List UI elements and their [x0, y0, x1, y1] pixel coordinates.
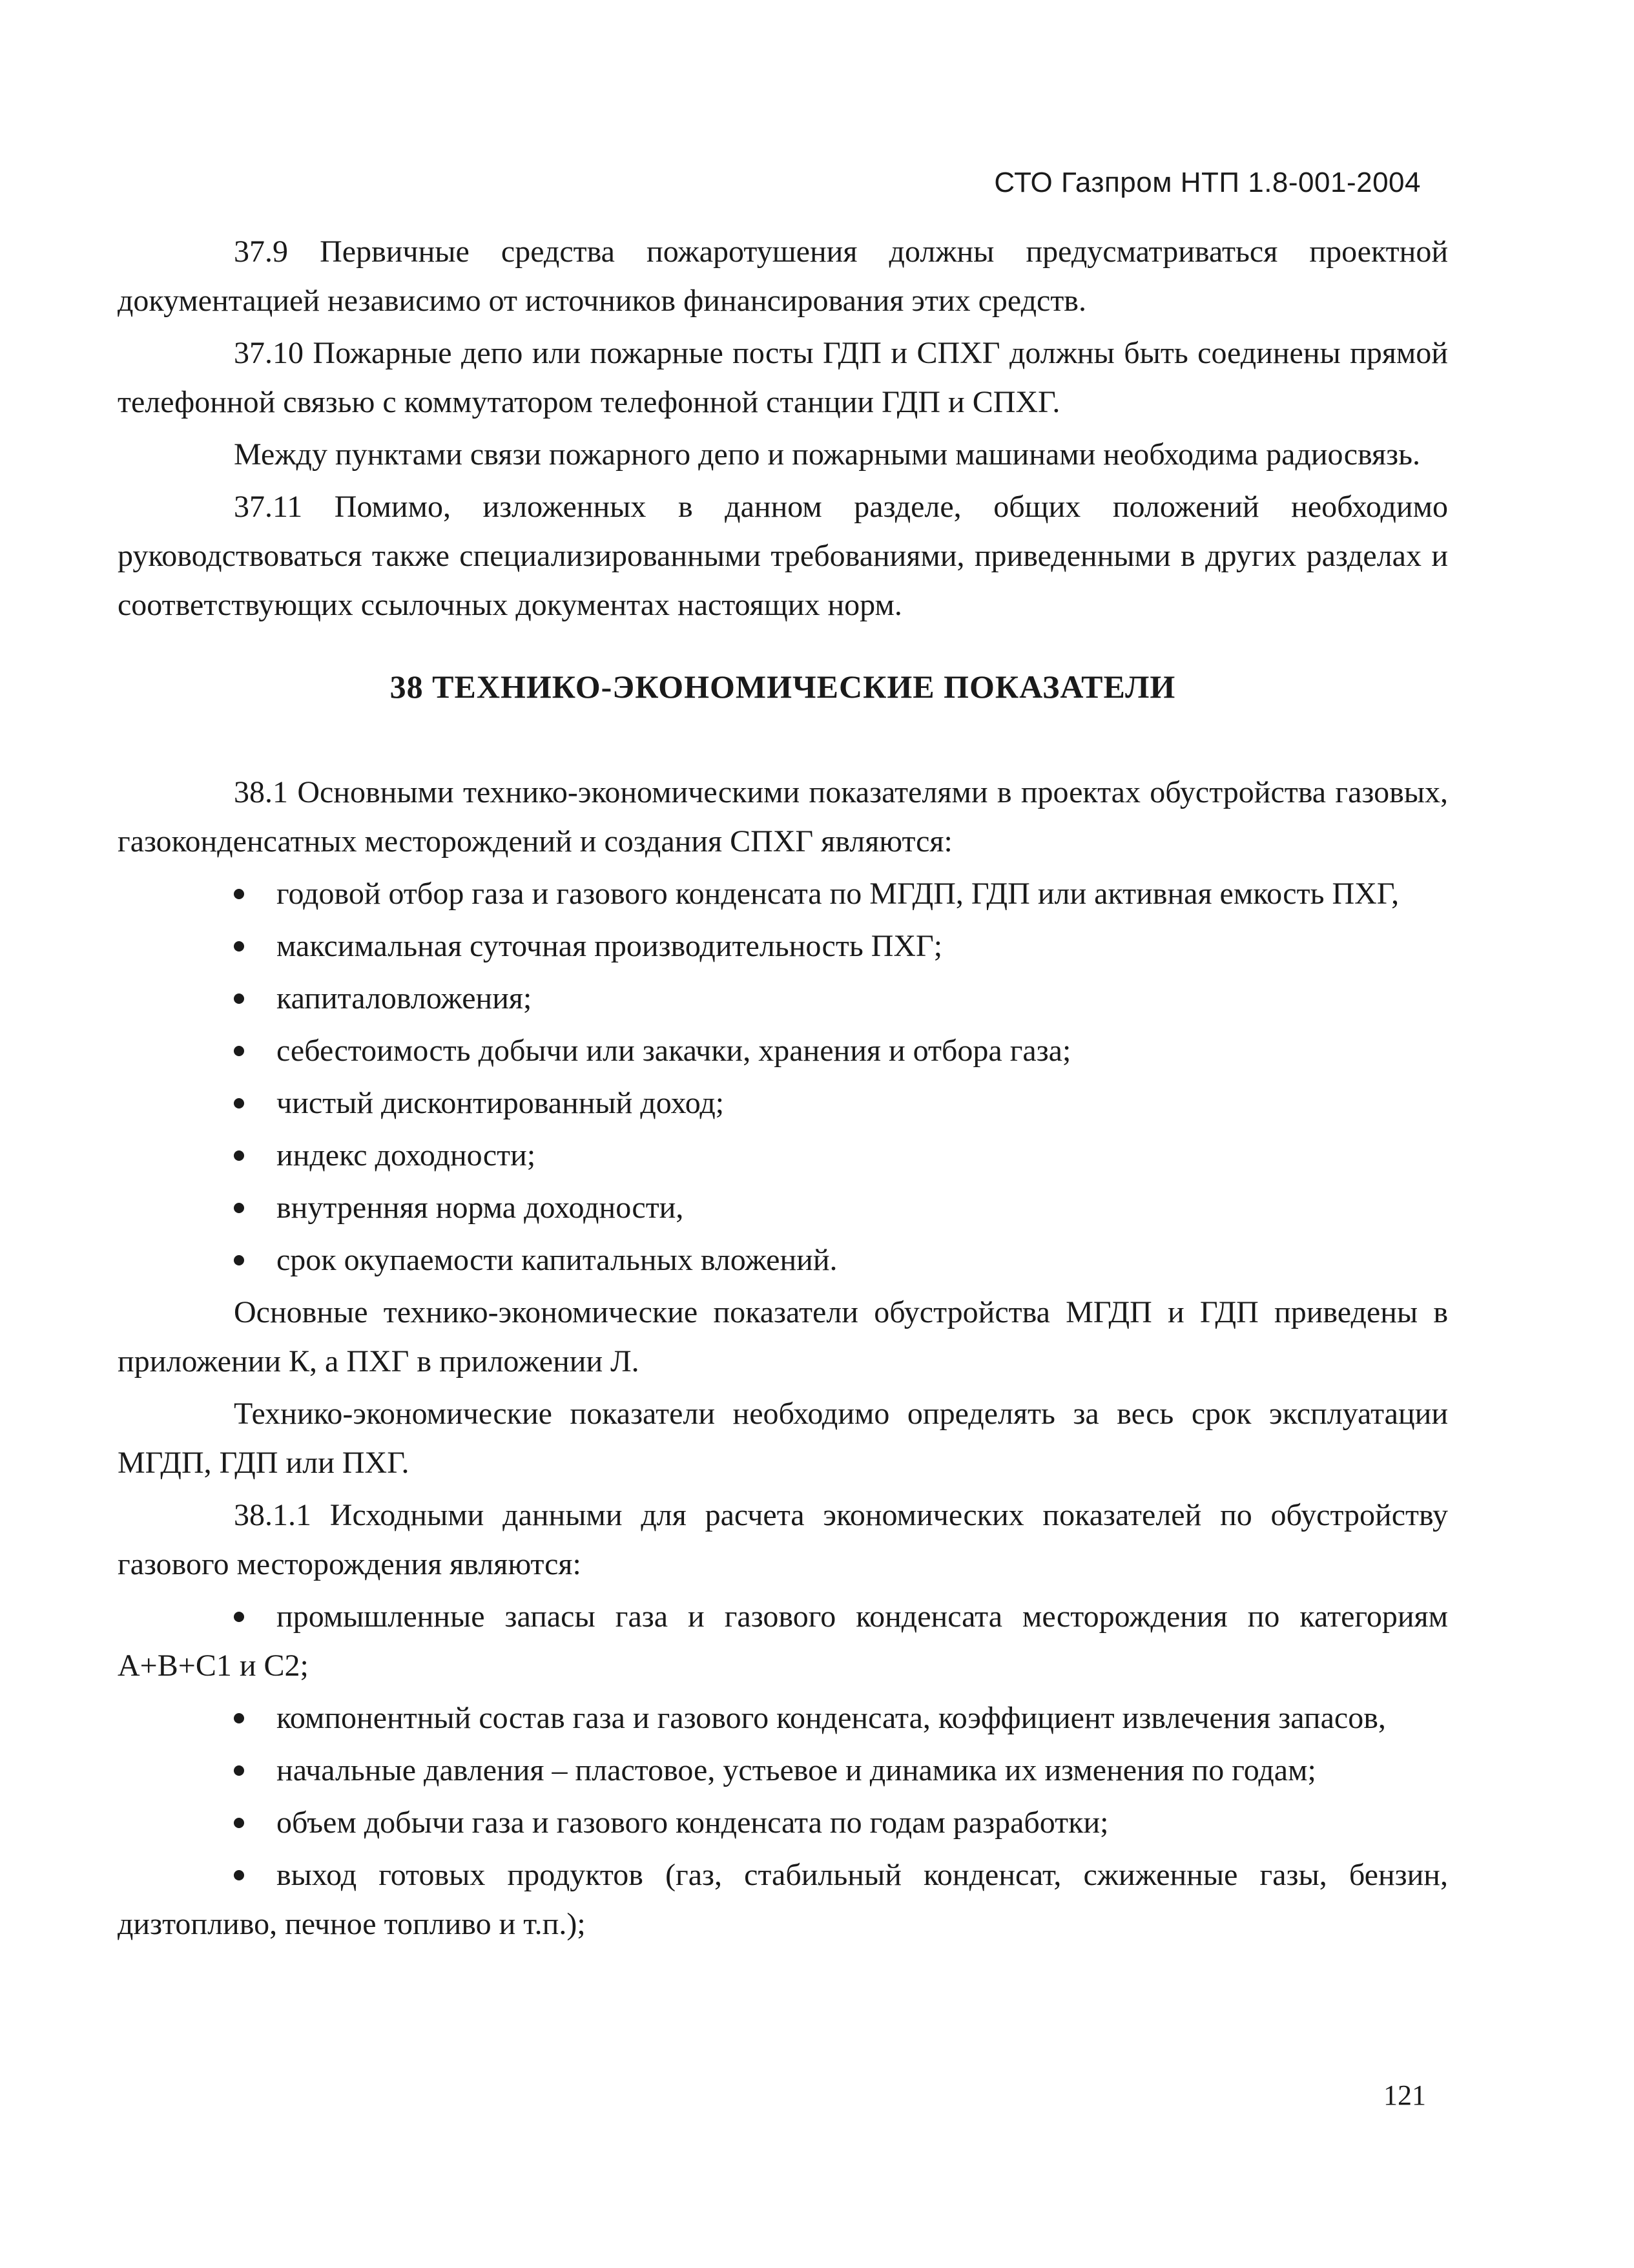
list-item: начальные давления – пластовое, устьевое и динамика их изменения по годам; [118, 1746, 1448, 1795]
document-code-header: СТО Газпром НТП 1.8-001-2004 [994, 167, 1421, 198]
paragraph-37-9: 37.9 Первичные средства пожаротушения должны предусматриваться проектной документацией независимо от источников финансирования этих средств. [118, 234, 1448, 318]
list-item: выход готовых продуктов (газ, стабильный конденсат, сжиженные газы, бензин, дизтопливо, печное топливо и т.п.); [118, 1858, 1448, 1941]
list-item: компонентный состав газа и газового конденсата, коэффициент извлечения запасов, [118, 1694, 1448, 1743]
bullet-icon [234, 941, 244, 952]
bullet-icon [234, 1255, 244, 1265]
paragraph-37-10: 37.10 Пожарные депо или пожарные посты ГДП и СПХГ должны быть соединены прямой телефонной связью с коммутатором телефонной станции ГДП и СПХГ. [118, 336, 1448, 419]
bullet-icon [234, 1765, 244, 1776]
paragraph-operation-period: Технико-экономические показатели необходимо определять за весь срок эксплуатации МГДП, ГДП или ПХГ. [118, 1397, 1448, 1480]
input-data-list [118, 1592, 1448, 1949]
bullet-icon [234, 1203, 244, 1213]
bullet-icon [234, 1046, 244, 1056]
paragraph-radio: Между пунктами связи пожарного депо и пожарными машинами необходима радиосвязь. [234, 437, 1420, 472]
paragraph-37-11: 37.11 Помимо, изложенных в данном разделе, общих положений необходимо руководствоваться также специализированными требованиями, приведенными в других разделах и соответствующих ссылочных документах настоящих норм. [118, 490, 1448, 622]
section-38-heading: 38 ТЕХНИКО-ЭКОНОМИЧЕСКИЕ ПОКАЗАТЕЛИ [389, 669, 1176, 705]
list-item: внутренняя норма доходности, [118, 1183, 1448, 1233]
list-item: индекс доходности; [118, 1131, 1448, 1180]
bullet-icon [234, 1612, 244, 1622]
list-item: себестоимость добычи или закачки, хранения и отбора газа; [118, 1026, 1448, 1076]
list-item: капиталовложения; [118, 974, 1448, 1023]
bullet-icon [234, 1818, 244, 1828]
bullet-icon [234, 1098, 244, 1108]
paragraph-38-1: 38.1 Основными технико-экономическими показателями в проектах обустройства газовых, газоконденсатных месторождений и создания СПХГ являются: [118, 775, 1448, 858]
bullet-icon [234, 889, 244, 899]
list-item: максимальная суточная производительность ПХГ; [118, 922, 1448, 971]
paragraph-38-1-1: 38.1.1 Исходными данными для расчета экономических показателей по обустройству газового месторождения являются: [118, 1498, 1448, 1581]
bullet-icon [234, 1870, 244, 1880]
bullet-icon [234, 1713, 244, 1723]
bullet-icon [234, 994, 244, 1004]
page-content [118, 227, 1448, 1952]
list-item: промышленные запасы газа и газового конденсата месторождения по категориям А+В+С1 и С2; [118, 1599, 1448, 1683]
list-item: объем добычи газа и газового конденсата по годам разработки; [118, 1798, 1448, 1847]
paragraph-appendix-reference: Основные технико-экономические показатели обустройства МГДП и ГДП приведены в приложении К, а ПХГ в приложении Л. [118, 1295, 1448, 1378]
page-number: 121 [1383, 2079, 1426, 2111]
list-item: чистый дисконтированный доход; [118, 1079, 1448, 1128]
list-item: годовой отбор газа и газового конденсата по МГДП, ГДП или активная емкость ПХГ, [118, 869, 1448, 919]
bullet-icon [234, 1150, 244, 1161]
list-item: срок окупаемости капитальных вложений. [118, 1236, 1448, 1285]
indicators-list [118, 869, 1448, 1285]
